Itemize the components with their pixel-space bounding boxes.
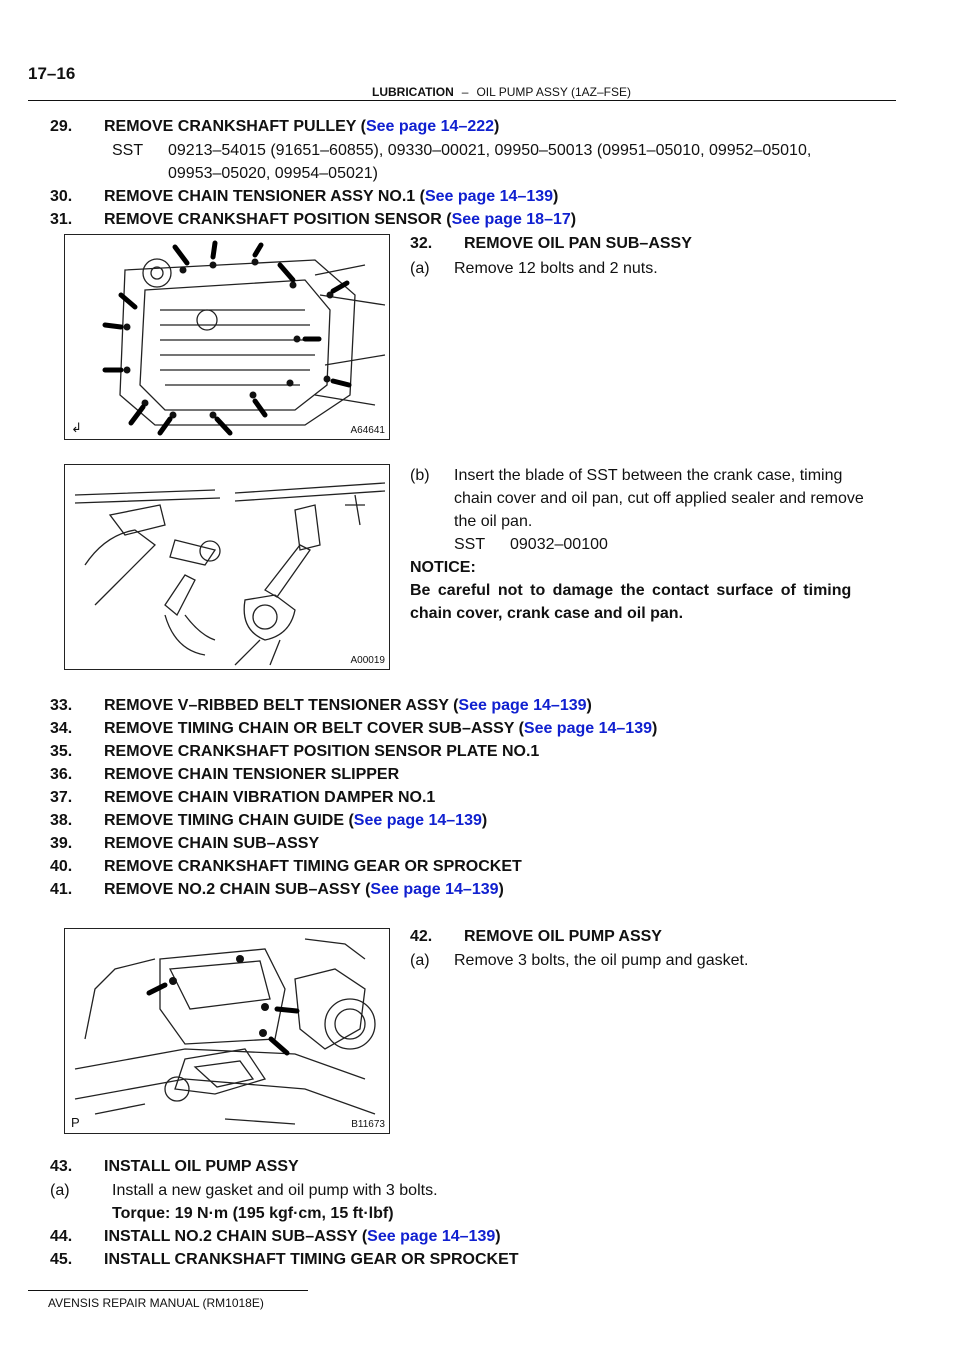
figure-code: A64641 xyxy=(350,425,385,436)
link-see-page[interactable]: See page 14–139 xyxy=(523,720,652,737)
step-text: REMOVE CRANKSHAFT POSITION SENSOR ( xyxy=(104,211,452,228)
sst-line-2: 09953–05020, 09954–05021) xyxy=(168,165,378,182)
step-45 xyxy=(50,1249,519,1271)
subsection-title: OIL PUMP ASSY (1AZ–FSE) xyxy=(476,85,631,99)
substep-text: Remove 3 bolts, the oil pump and gasket. xyxy=(454,952,749,969)
step-32b-sst xyxy=(454,534,608,556)
notice-line-1: Be careful not to damage the contact surface of timing xyxy=(410,582,852,599)
step-text: REMOVE CRANKSHAFT TIMING GEAR OR SPROCKET xyxy=(104,858,522,875)
substep-text: Install a new gasket and oil pump with 3 bolts. xyxy=(112,1182,438,1199)
header-rule xyxy=(28,100,896,101)
figure-sst-blade xyxy=(64,464,390,670)
step-33 xyxy=(50,695,592,717)
step-text: REMOVE TIMING CHAIN OR BELT COVER SUB–ASSY ( xyxy=(104,720,524,737)
footer-text: AVENSIS REPAIR MANUAL (RM1018E) xyxy=(48,1296,264,1310)
sst-label: SST xyxy=(112,142,144,159)
substep-label: (a) xyxy=(410,952,430,969)
step-43a xyxy=(50,1180,438,1202)
link-see-page[interactable]: See page 14–139 xyxy=(370,881,499,898)
figure-mark: P xyxy=(71,1115,80,1130)
sst-illustration xyxy=(65,465,389,669)
link-see-page[interactable]: See page 18–17 xyxy=(451,211,571,228)
step-close: ) xyxy=(494,118,500,135)
step-number: 31. xyxy=(50,211,73,228)
step-text: REMOVE CHAIN VIBRATION DAMPER NO.1 xyxy=(104,789,436,806)
step-number: 45. xyxy=(50,1251,73,1268)
step-number: 38. xyxy=(50,812,73,829)
sst-line-1 xyxy=(112,140,811,162)
step-42 xyxy=(410,926,662,948)
step-text: INSTALL OIL PUMP ASSY xyxy=(104,1158,299,1175)
notice-line-2: chain cover, crank case and oil pan. xyxy=(410,605,684,622)
substep-label: (b) xyxy=(410,467,430,484)
link-see-page[interactable]: See page 14–139 xyxy=(353,812,482,829)
step-text: REMOVE CRANKSHAFT POSITION SENSOR PLATE NO.1 xyxy=(104,743,540,760)
notice-label: NOTICE: xyxy=(410,559,476,576)
step-42a xyxy=(410,950,748,972)
step-text: INSTALL CRANKSHAFT TIMING GEAR OR SPROCKET xyxy=(104,1251,519,1268)
sst-value: 09032–00100 xyxy=(510,536,608,553)
step-29 xyxy=(50,116,499,138)
step-32b xyxy=(410,465,842,487)
step-40 xyxy=(50,856,522,878)
step-close: ) xyxy=(495,1228,501,1245)
step-number: 44. xyxy=(50,1228,73,1245)
substep-label: (a) xyxy=(410,260,430,277)
step-37 xyxy=(50,787,435,809)
step-text: REMOVE OIL PUMP ASSY xyxy=(464,928,662,945)
page-number: 17–16 xyxy=(28,64,76,83)
step-number: 33. xyxy=(50,697,73,714)
step-number: 39. xyxy=(50,835,73,852)
step-number: 40. xyxy=(50,858,73,875)
substep-text: Remove 12 bolts and 2 nuts. xyxy=(454,260,658,277)
figure-code: A00019 xyxy=(350,655,385,666)
step-35 xyxy=(50,741,539,763)
step-number: 42. xyxy=(410,928,433,945)
oil-pump-illustration xyxy=(65,929,389,1133)
footer-rule xyxy=(28,1290,308,1291)
figure-oil-pan-bolts xyxy=(64,234,390,440)
substep-text: Insert the blade of SST between the crank case, timing xyxy=(454,467,843,484)
figure-oil-pump xyxy=(64,928,390,1134)
step-number: 43. xyxy=(50,1158,73,1175)
step-text: REMOVE CHAIN TENSIONER ASSY NO.1 ( xyxy=(104,188,425,205)
link-see-page[interactable]: See page 14–139 xyxy=(458,697,587,714)
step-close: ) xyxy=(651,720,658,737)
link-see-page[interactable]: See page 14–222 xyxy=(365,118,495,135)
step-number: 32. xyxy=(410,235,433,252)
step-38 xyxy=(50,810,487,832)
step-32a xyxy=(410,258,658,280)
step-41 xyxy=(50,879,504,901)
torque-spec: Torque: 19 N·m (195 kgf·cm, 15 ft·lbf) xyxy=(112,1205,394,1222)
step-text: INSTALL NO.2 CHAIN SUB–ASSY ( xyxy=(104,1228,368,1245)
step-44 xyxy=(50,1226,501,1248)
step-number: 30. xyxy=(50,188,73,205)
step-number: 29. xyxy=(50,118,73,135)
link-see-page[interactable]: See page 14–139 xyxy=(367,1228,496,1245)
figure-mark: ↲ xyxy=(71,420,82,435)
step-text: REMOVE CHAIN SUB–ASSY xyxy=(104,835,320,852)
step-close: ) xyxy=(498,881,504,898)
step-text: REMOVE OIL PAN SUB–ASSY xyxy=(464,235,692,252)
step-32 xyxy=(410,233,692,255)
step-text: REMOVE V–RIBBED BELT TENSIONER ASSY ( xyxy=(104,697,459,714)
section-header xyxy=(372,85,631,99)
header-separator: – xyxy=(461,85,469,99)
step-31 xyxy=(50,209,576,231)
step-number: 37. xyxy=(50,789,73,806)
step-32b-line2: chain cover and oil pan, cut off applied sealer and remove xyxy=(454,490,864,507)
step-number: 34. xyxy=(50,720,73,737)
step-text: REMOVE TIMING CHAIN GUIDE ( xyxy=(104,812,354,829)
sst-label: SST xyxy=(454,536,486,553)
section-title: LUBRICATION xyxy=(372,85,454,99)
step-text: REMOVE CHAIN TENSIONER SLIPPER xyxy=(104,766,400,783)
step-close: ) xyxy=(553,188,559,205)
step-close: ) xyxy=(586,697,592,714)
substep-label: (a) xyxy=(50,1182,70,1199)
oil-pan-illustration xyxy=(65,235,389,439)
step-close: ) xyxy=(570,211,577,228)
step-number: 35. xyxy=(50,743,73,760)
link-see-page[interactable]: See page 14–139 xyxy=(424,188,554,205)
step-text: REMOVE CRANKSHAFT PULLEY ( xyxy=(104,118,366,135)
step-number: 36. xyxy=(50,766,73,783)
step-36 xyxy=(50,764,399,786)
step-32b-line3: the oil pan. xyxy=(454,513,533,530)
sst-value: 09213–54015 (91651–60855), 09330–00021, 09950–50013 (09951–05010, 09952–05010, xyxy=(168,142,812,159)
figure-code: B11673 xyxy=(351,1119,385,1130)
step-34 xyxy=(50,718,657,740)
step-close: ) xyxy=(481,812,488,829)
step-43 xyxy=(50,1156,299,1178)
step-39 xyxy=(50,833,319,855)
step-text: REMOVE NO.2 CHAIN SUB–ASSY ( xyxy=(104,881,371,898)
step-30 xyxy=(50,186,558,208)
step-number: 41. xyxy=(50,881,73,898)
